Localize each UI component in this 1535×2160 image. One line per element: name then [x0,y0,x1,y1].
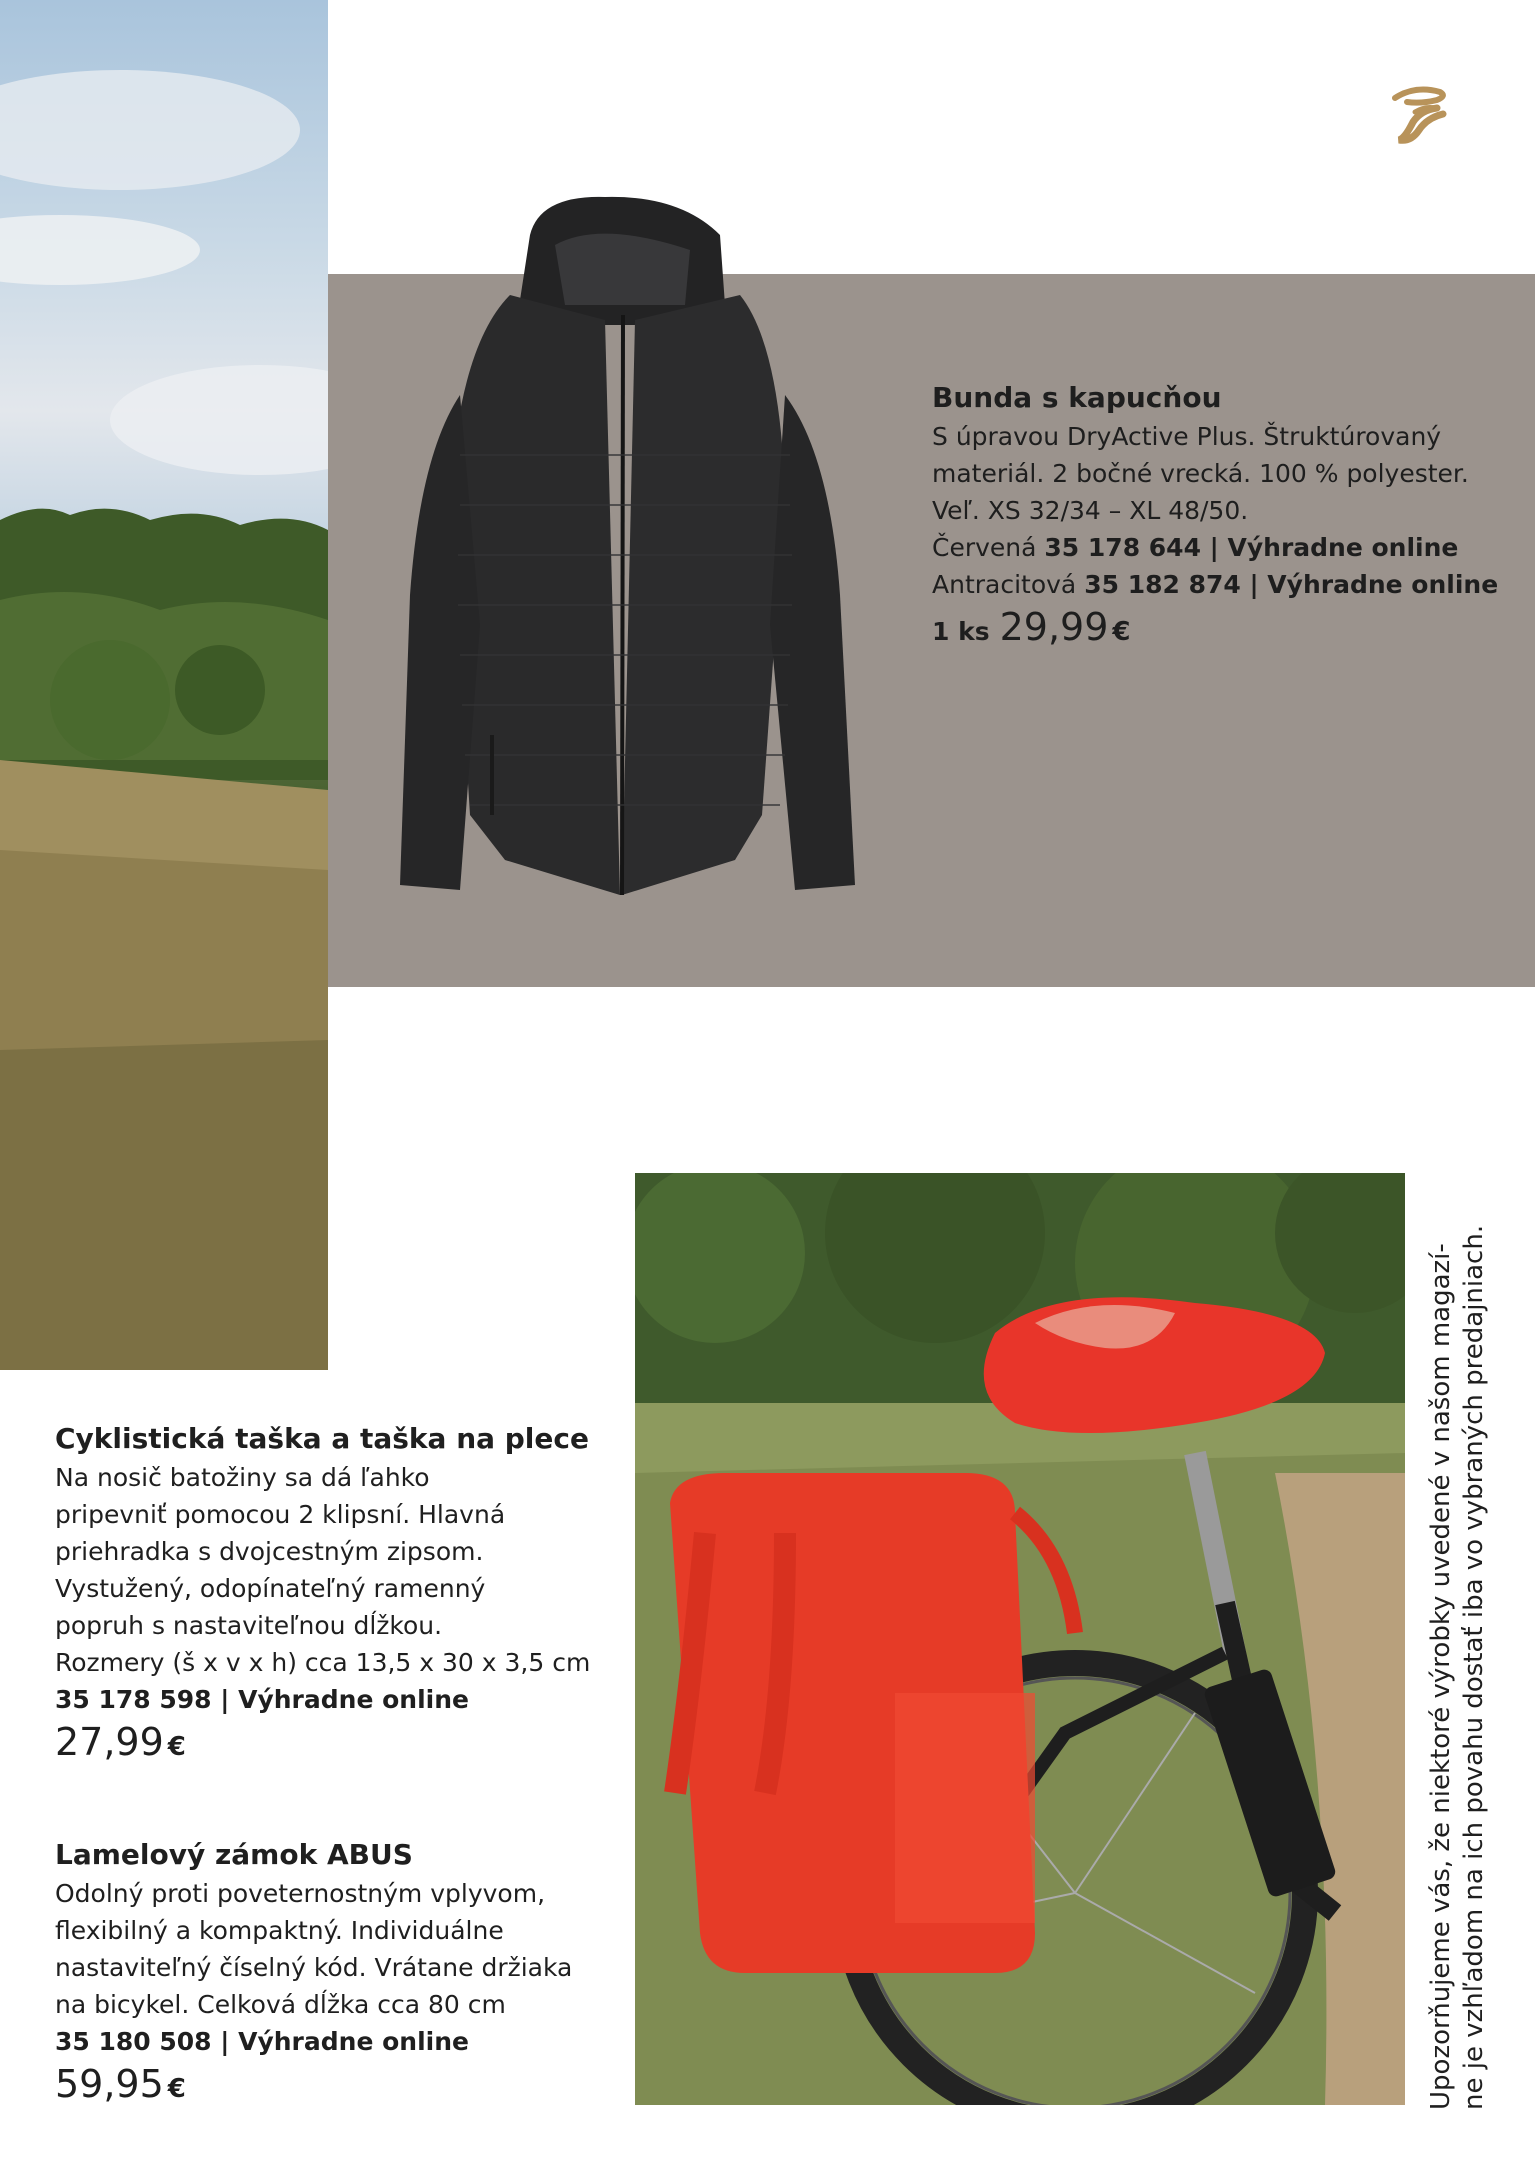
lock-price [55,2062,615,2108]
lock-desc-line: Odolný proti poveternostným vplyvom, [55,1879,546,1908]
jacket-desc-line: S úpravou DryActive Plus. Štruktúrovaný [932,422,1442,451]
bag-title: Cyklistická taška a taška na plece [55,1422,589,1455]
lock-desc-line: nastaviteľný číselný kód. Vrátane držiaka [55,1953,573,1982]
bag-desc-line: pripevniť pomocou 2 klipsní. Hlavná [55,1500,506,1529]
jacket-image [390,195,870,895]
jacket-product-info [932,378,1522,651]
variant-color: Červená [932,533,1045,562]
price-value: 29,99 [999,605,1109,649]
variant-code: 35 178 644 | Výhradne online [1044,533,1459,562]
bag-desc-line: popruh s nastaviteľnou dĺžkou. [55,1611,443,1640]
price-value: 59,95 [55,2062,164,2106]
price-currency: € [167,2074,186,2104]
disclaimer-line: Upozorňujeme vás, že niektoré výrobky uvedené v našom magazí- [1426,1243,1456,2110]
bag-product-info [55,1419,615,1766]
jacket-variant-anthracite [932,566,1522,603]
bag-desc-line: Rozmery (š x v x h) cca 13,5 x 30 x 3,5 cm [55,1648,591,1677]
disclaimer-line: ne je vzhľadom na ich povahu dostať iba vo vybraných predajniach. [1459,1224,1489,2110]
lock-desc-line: na bicykel. Celková dĺžka cca 80 cm [55,1990,506,2019]
variant-color: Antracitová [932,570,1085,599]
bag-price [55,1720,615,1766]
landscape-photo [0,0,328,1370]
tchibo-swirl-logo-icon [1385,80,1455,150]
lock-desc-line: flexibilný a kompaktný. Individuálne [55,1916,504,1945]
jacket-variant-red [932,529,1522,566]
bag-desc-line: priehradka s dvojcestným zipsom. [55,1537,484,1566]
availability-disclaimer [1425,1224,1525,2110]
jacket-price [932,605,1522,651]
lock-product-info [55,1835,615,2108]
bike-bag-photo [635,1173,1405,2105]
lock-title: Lamelový zámok ABUS [55,1838,413,1871]
bag-code: 35 178 598 | Výhradne online [55,1685,469,1714]
price-quantity: 1 ks [932,617,990,646]
jacket-desc-line: Veľ. XS 32/34 – XL 48/50. [932,496,1249,525]
bag-desc-line: Na nosič batožiny sa dá ľahko [55,1463,430,1492]
jacket-title: Bunda s kapucňou [932,381,1222,414]
lock-code: 35 180 508 | Výhradne online [55,2027,469,2056]
variant-code: 35 182 874 | Výhradne online [1084,570,1499,599]
price-currency: € [1112,617,1131,647]
bag-desc-line: Vystužený, odopínateľný ramenný [55,1574,486,1603]
price-value: 27,99 [55,1720,164,1764]
jacket-desc-line: materiál. 2 bočné vrecká. 100 % polyester. [932,459,1469,488]
price-currency: € [167,1732,186,1762]
